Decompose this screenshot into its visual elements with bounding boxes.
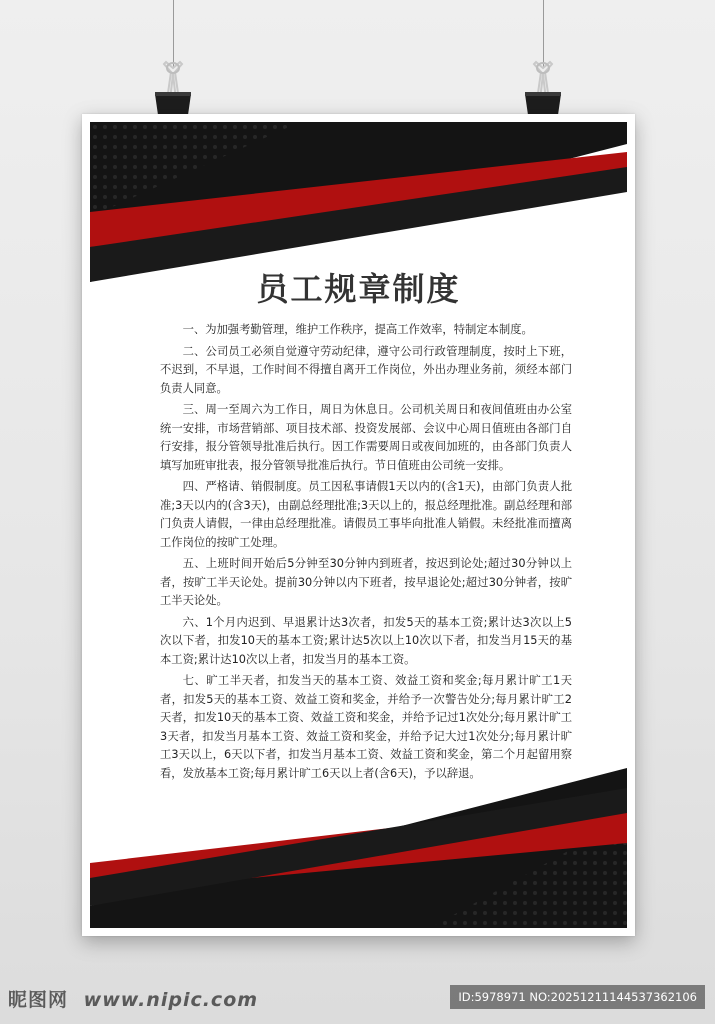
page-title: 员工规章制度 <box>256 270 461 308</box>
poster <box>82 114 635 936</box>
binder-clip-icon <box>151 60 195 122</box>
rule-paragraph: 一、为加强考勤管理，维护工作秩序，提高工作效率，特制定本制度。 <box>182 323 533 336</box>
rules-body <box>160 321 572 783</box>
watermark-logo <box>8 985 258 1012</box>
rule-paragraph: 四、严格请、销假制度。员工因私事请假1天以内的(含1天)，由部门负责人批准;3天以内的(含3天)，由副总经理批准;3天以上的，报总经理批准。副总经理和部门负责人请假，一律由总经理批准。请假员工事毕向批准人销假。未经批准而擅离工作岗位的按旷工处理。 <box>160 480 572 549</box>
hanging-wire-left <box>173 0 174 68</box>
watermark-logo-text: 昵图网 <box>8 989 69 1011</box>
rule-paragraph: 五、上班时间开始后5分钟至30分钟内到班者，按迟到论处;超过30分钟以上者，按旷工半天论处。提前30分钟以内下班者，按早退论处;超过30分钟者，按旷工半天论处。 <box>160 557 572 607</box>
poster-content <box>90 122 627 928</box>
rule-paragraph: 三、周一至周六为工作日，周日为休息日。公司机关周日和夜间值班由办公室统一安排，市场营销部、项目技术部、投资发展部、会议中心周日值班由各部门自行安排，报分管领导批准后执行。因工作需要周日或夜间加班的，由各部门负责人填写加班审批表，报分管领导批准后执行。节日值班由公司统一安排。 <box>160 403 572 472</box>
rule-paragraph: 二、公司员工必须自觉遵守劳动纪律，遵守公司行政管理制度，按时上下班，不迟到，不早退，工作时间不得擅自离开工作岗位，外出办理业务前，须经本部门负责人同意。 <box>160 344 572 395</box>
watermark-url: www.nipic.com <box>83 989 259 1011</box>
rule-paragraph: 七、旷工半天者，扣发当天的基本工资、效益工资和奖金;每月累计旷工1天者，扣发5天的基本工资、效益工资和奖金，并给予一次警告处分;每月累计旷工2天者，扣发10天的基本工资、效益工资和奖金，并给予记过1次处分;每月累计旷工3天者，扣发当月基本工资、效益工资和奖金，并给予记大过1次处分;每月累计旷工3天以上，6天以下者，扣发当月基本工资、效益工资和奖金，第二个月起留用察看，发放基本工资;每月累计旷工6天以上者(含6天)，予以辞退。 <box>160 674 572 780</box>
watermark-id: ID:5978971 NO:20251211144537362106 <box>450 985 705 1009</box>
hanging-wire-right <box>543 0 544 68</box>
rule-paragraph: 六、1个月内迟到、早退累计达3次者，扣发5天的基本工资;累计达3次以上5次以下者，扣发10天的基本工资;累计达5次以上10次以下者，扣发当月15天的基本工资;累计达10次以上者，扣发当月的基本工资。 <box>160 615 572 666</box>
binder-clip-icon <box>521 60 565 122</box>
top-decoration <box>90 122 627 282</box>
bottom-decoration <box>90 768 627 928</box>
